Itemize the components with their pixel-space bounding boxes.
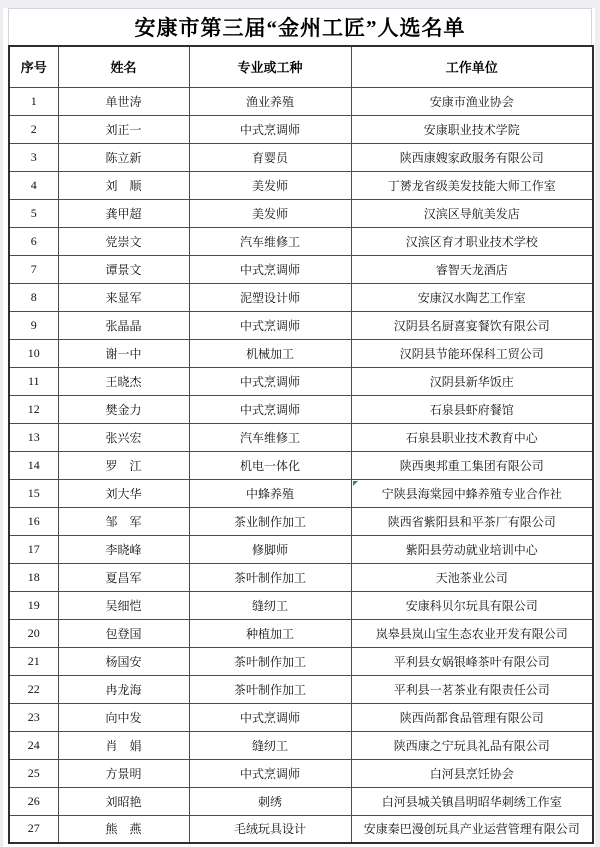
table-row <box>9 143 593 171</box>
cell-name: 刘大华 <box>58 479 189 507</box>
cell-serial: 22 <box>9 675 58 703</box>
cell-serial: 21 <box>9 647 58 675</box>
table-row <box>9 283 593 311</box>
page-title: 安康市第三届“金州工匠”人选名单 <box>134 16 466 40</box>
cell-serial: 25 <box>9 759 58 787</box>
cell-name: 李晓峰 <box>58 535 189 563</box>
cell-serial: 24 <box>9 731 58 759</box>
cell-serial: 5 <box>9 199 58 227</box>
cell-organization: 安康市渔业协会 <box>351 87 593 115</box>
cell-organization: 安康秦巴漫创玩具产业运营管理有限公司 <box>351 815 593 843</box>
cell-organization: 汉滨区育才职业技术学校 <box>351 227 593 255</box>
cell-name: 熊 燕 <box>58 815 189 843</box>
cell-serial: 26 <box>9 787 58 815</box>
cell-profession: 中式烹调师 <box>189 255 351 283</box>
table-row <box>9 619 593 647</box>
table-row <box>9 787 593 815</box>
cell-profession: 中式烹调师 <box>189 115 351 143</box>
table-row <box>9 647 593 675</box>
cell-profession: 茶叶制作加工 <box>189 675 351 703</box>
document-page <box>3 8 595 847</box>
cell-serial: 23 <box>9 703 58 731</box>
cell-profession: 中蜂养殖 <box>189 479 351 507</box>
table-row <box>9 759 593 787</box>
cell-serial: 20 <box>9 619 58 647</box>
cell-name: 肖 娟 <box>58 731 189 759</box>
cell-profession: 育婴员 <box>189 143 351 171</box>
cell-serial: 27 <box>9 815 58 843</box>
cell-organization: 睿智天龙酒店 <box>351 255 593 283</box>
cell-profession: 茶业制作加工 <box>189 507 351 535</box>
header-serial: 序号 <box>9 46 58 87</box>
cell-serial: 8 <box>9 283 58 311</box>
cell-organization: 平利县一茗茶业有限责任公司 <box>351 675 593 703</box>
cell-organization: 丁赟龙省级美发技能大师工作室 <box>351 171 593 199</box>
cell-serial: 14 <box>9 451 58 479</box>
cell-name: 邹 军 <box>58 507 189 535</box>
cell-organization: 汉阴县名厨喜宴餐饮有限公司 <box>351 311 593 339</box>
cell-name: 向中发 <box>58 703 189 731</box>
table-row <box>9 311 593 339</box>
cell-profession: 缝纫工 <box>189 591 351 619</box>
cell-organization: 安康汉水陶艺工作室 <box>351 283 593 311</box>
cell-organization: 紫阳县劳动就业培训中心 <box>351 535 593 563</box>
cell-serial: 15 <box>9 479 58 507</box>
table-row <box>9 199 593 227</box>
cell-name: 龚甲超 <box>58 199 189 227</box>
cell-profession: 渔业养殖 <box>189 87 351 115</box>
cell-serial: 7 <box>9 255 58 283</box>
cell-profession: 机械加工 <box>189 339 351 367</box>
header-name: 姓名 <box>58 46 189 87</box>
cell-name: 张晶晶 <box>58 311 189 339</box>
cell-serial: 6 <box>9 227 58 255</box>
table-row <box>9 815 593 843</box>
cell-profession: 种植加工 <box>189 619 351 647</box>
cell-serial: 19 <box>9 591 58 619</box>
cell-organization: 陕西康之宁玩具礼品有限公司 <box>351 731 593 759</box>
cell-organization: 平利县女娲银峰茶叶有限公司 <box>351 647 593 675</box>
cell-name: 刘 顺 <box>58 171 189 199</box>
table-row <box>9 255 593 283</box>
cell-profession: 毛绒玩具设计 <box>189 815 351 843</box>
cell-serial: 17 <box>9 535 58 563</box>
cell-profession: 汽车维修工 <box>189 227 351 255</box>
cell-name: 方景明 <box>58 759 189 787</box>
cell-serial: 16 <box>9 507 58 535</box>
cell-organization: 汉阴县新华饭庄 <box>351 367 593 395</box>
cell-name: 王晓杰 <box>58 367 189 395</box>
cell-name: 杨国安 <box>58 647 189 675</box>
cell-serial: 13 <box>9 423 58 451</box>
cell-organization: 汉阴县节能环保科工贸公司 <box>351 339 593 367</box>
cell-serial: 1 <box>9 87 58 115</box>
table-row <box>9 535 593 563</box>
table-row <box>9 591 593 619</box>
table-row <box>9 675 593 703</box>
cell-organization: 陕西尚都食品管理有限公司 <box>351 703 593 731</box>
table-row <box>9 479 593 507</box>
cell-organization: 陕西康嫂家政服务有限公司 <box>351 143 593 171</box>
table-row <box>9 87 593 115</box>
table-row <box>9 227 593 255</box>
cell-profession: 美发师 <box>189 199 351 227</box>
cell-name: 刘正一 <box>58 115 189 143</box>
cell-profession: 美发师 <box>189 171 351 199</box>
cell-organization: 天池茶业公司 <box>351 563 593 591</box>
table-row <box>9 423 593 451</box>
cell-organization: 陕西奥邦重工集团有限公司 <box>351 451 593 479</box>
header-organization: 工作单位 <box>351 46 593 87</box>
cell-profession: 中式烹调师 <box>189 311 351 339</box>
cell-serial: 9 <box>9 311 58 339</box>
cell-name: 谢一中 <box>58 339 189 367</box>
cell-name: 党崇文 <box>58 227 189 255</box>
cell-name: 樊金力 <box>58 395 189 423</box>
table-body <box>9 87 593 843</box>
cell-name: 单世涛 <box>58 87 189 115</box>
header-profession: 专业或工种 <box>189 46 351 87</box>
cell-serial: 11 <box>9 367 58 395</box>
cell-name: 吴细恺 <box>58 591 189 619</box>
cell-name: 来显军 <box>58 283 189 311</box>
cell-serial: 18 <box>9 563 58 591</box>
cell-organization: 白河县烹饪协会 <box>351 759 593 787</box>
cell-organization: 石泉县虾府餐馆 <box>351 395 593 423</box>
table-row <box>9 451 593 479</box>
cell-serial: 12 <box>9 395 58 423</box>
cell-name: 谭景文 <box>58 255 189 283</box>
cell-profession: 泥塑设计师 <box>189 283 351 311</box>
cell-organization: 汉滨区导航美发店 <box>351 199 593 227</box>
table-row <box>9 367 593 395</box>
cell-profession: 中式烹调师 <box>189 367 351 395</box>
cell-profession: 中式烹调师 <box>189 395 351 423</box>
cell-profession: 修脚师 <box>189 535 351 563</box>
cell-organization: 陕西省紫阳县和平茶厂有限公司 <box>351 507 593 535</box>
cell-name: 刘昭艳 <box>58 787 189 815</box>
cell-organization: 石泉县职业技术教育中心 <box>351 423 593 451</box>
table-row <box>9 171 593 199</box>
table-row <box>9 703 593 731</box>
cell-profession: 茶叶制作加工 <box>189 563 351 591</box>
table-header-row <box>9 46 593 87</box>
table-row <box>9 339 593 367</box>
candidate-table <box>8 45 594 844</box>
cell-name: 冉龙海 <box>58 675 189 703</box>
cell-name: 包登国 <box>58 619 189 647</box>
cell-serial: 10 <box>9 339 58 367</box>
table-row <box>9 731 593 759</box>
cell-profession: 刺绣 <box>189 787 351 815</box>
cell-serial: 2 <box>9 115 58 143</box>
cell-serial: 4 <box>9 171 58 199</box>
cell-serial: 3 <box>9 143 58 171</box>
cell-error-marker-icon <box>353 481 358 486</box>
cell-name: 罗 江 <box>58 451 189 479</box>
cell-profession: 缝纫工 <box>189 731 351 759</box>
table-row <box>9 563 593 591</box>
cell-profession: 中式烹调师 <box>189 759 351 787</box>
cell-profession: 中式烹调师 <box>189 703 351 731</box>
cell-name: 张兴宏 <box>58 423 189 451</box>
title-block <box>8 8 592 45</box>
table-row <box>9 507 593 535</box>
cell-organization: 岚皋县岚山宝生态农业开发有限公司 <box>351 619 593 647</box>
cell-organization: 白河县城关镇昌明昭华刺绣工作室 <box>351 787 593 815</box>
cell-name: 陈立新 <box>58 143 189 171</box>
cell-profession: 茶叶制作加工 <box>189 647 351 675</box>
table-header <box>9 46 593 87</box>
table-row <box>9 115 593 143</box>
table-row <box>9 395 593 423</box>
cell-profession: 机电一体化 <box>189 451 351 479</box>
cell-organization: 安康职业技术学院 <box>351 115 593 143</box>
cell-profession: 汽车维修工 <box>189 423 351 451</box>
cell-organization: 宁陕县海棠园中蜂养殖专业合作社 <box>351 479 593 507</box>
cell-name: 夏昌军 <box>58 563 189 591</box>
cell-organization: 安康科贝尔玩具有限公司 <box>351 591 593 619</box>
